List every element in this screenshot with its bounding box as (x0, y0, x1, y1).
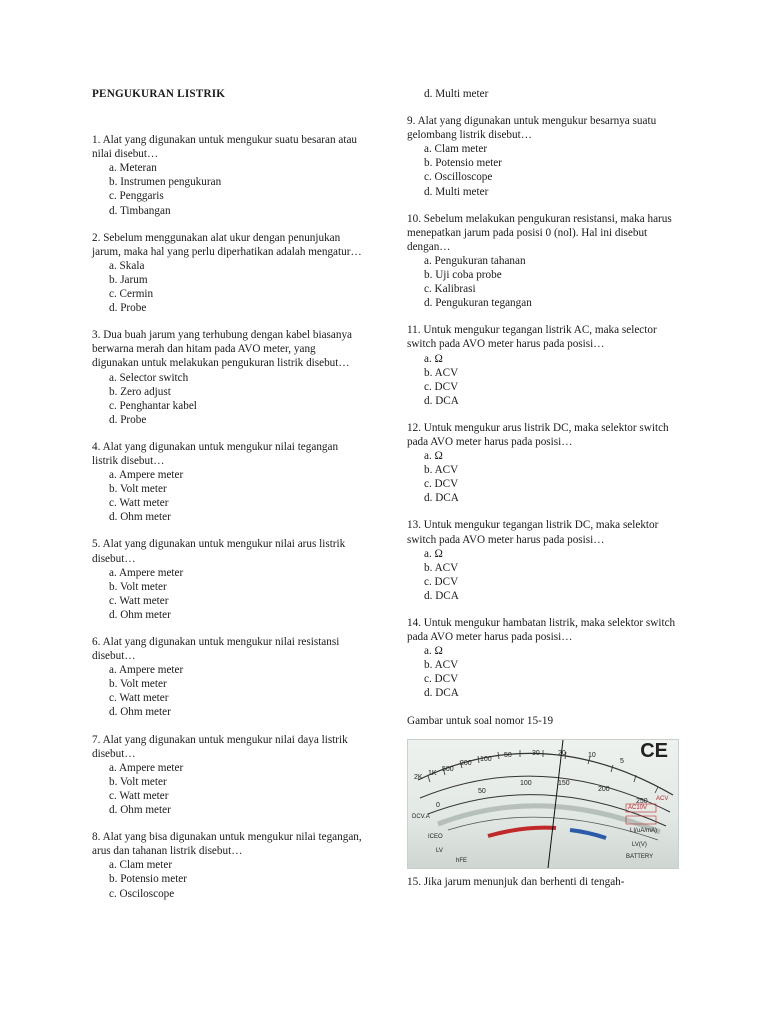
option: d. DCA (424, 492, 459, 505)
option-list (407, 644, 679, 700)
option: c. Penggaris (109, 190, 164, 203)
question-text: 11. Untuk mengukur tegangan listrik AC, maka selector switch pada AVO meter harus pada posisi… (407, 324, 657, 351)
scale-number-top: 500 (442, 765, 454, 773)
question-text: 5. Alat yang digunakan untuk mengukur nilai arus listrik disebut… (92, 538, 346, 565)
scale-number-mid: 0 (436, 801, 440, 809)
option: a. Selector switch (109, 371, 189, 384)
option: c. Watt meter (109, 497, 169, 510)
option: c. Kalibrasi (424, 283, 476, 296)
image-caption: Gambar untuk soal nomor 15-19 (407, 714, 554, 727)
option: b. ACV (424, 366, 459, 379)
option: d. Timbangan (109, 204, 171, 217)
ce-mark: CE (640, 739, 668, 762)
option: c. Watt meter (109, 789, 169, 802)
question (92, 231, 362, 316)
option: c. DCV (424, 575, 459, 588)
scale-number-top: 50 (504, 751, 512, 759)
label-lv: LV (436, 847, 443, 854)
label-li: LI(uA/mA) (630, 827, 658, 834)
question-text: 8. Alat yang bisa digunakan untuk mengukur nilai tegangan, arus dan tahanan listrik disebut… (92, 831, 362, 858)
label-hfe: hFE (456, 857, 468, 864)
option: c. DCV (424, 673, 459, 686)
question (407, 421, 679, 506)
question (407, 114, 679, 199)
option: a. Clam meter (109, 859, 173, 872)
option: b. ACV (424, 464, 459, 477)
option: a. Ampere meter (109, 761, 184, 774)
question-text: 3. Dua buah jarum yang terhubung dengan kabel biasanya berwarna merah dan hitam pada AVO meter, yang digunakan untuk melakukan pengukuran listrik disebut… (92, 329, 353, 370)
option: b. Volt meter (109, 775, 167, 788)
question (407, 323, 679, 408)
option: b. ACV (424, 561, 459, 574)
option: c. Watt meter (109, 692, 169, 705)
question (407, 616, 679, 701)
label-lvv: LV(V) (632, 841, 647, 848)
question (92, 537, 362, 622)
label-battery: BATTERY (626, 853, 654, 860)
scale-number-top: 5 (620, 757, 624, 765)
label-ac10v: AC10V (628, 804, 648, 811)
question-text: 13. Untuk mengukur tegangan listrik DC, maka selektor switch pada AVO meter harus pada posisi… (407, 519, 659, 546)
question (92, 733, 362, 818)
option: a. Clam meter (424, 143, 488, 156)
avo-meter-image (407, 739, 679, 869)
label-dcv-a: DCV.A (412, 813, 430, 820)
label-acv: ACV (656, 795, 669, 802)
question-text: 2. Sebelum menggunakan alat ukur dengan penunjukan jarum, maka hal yang perlu diperhatikan adalah mengatur… (92, 231, 362, 258)
scale-number-mid: 150 (558, 779, 570, 787)
label-iceo: ICEO (428, 833, 443, 840)
question (92, 830, 362, 900)
option: a. Ω (424, 450, 443, 463)
option-list (407, 142, 679, 198)
option: d. DCA (424, 589, 459, 602)
option: b. Volt meter (109, 483, 167, 496)
option-list (407, 352, 679, 408)
option: a. Skala (109, 259, 145, 272)
question (92, 440, 362, 525)
option: c. Penghantar kabel (109, 399, 197, 412)
option: a. Ampere meter (109, 664, 184, 677)
question (92, 635, 362, 720)
option: b. Potensio meter (109, 873, 187, 886)
option: c. Osciloscope (109, 887, 175, 900)
option: d. Ohm meter (109, 804, 171, 817)
question-15-partial: 15. Jika jarum menunjuk dan berhenti di tengah- (407, 875, 625, 888)
option-list (92, 663, 362, 719)
question-text: 9. Alat yang digunakan untuk mengukur besarnya suatu gelombang listrik disebut… (407, 115, 657, 142)
option: d. Multi meter (424, 88, 489, 100)
question-text: 1. Alat yang digunakan untuk mengukur suatu besaran atau nilai disebut… (92, 134, 358, 161)
option-list (92, 161, 362, 217)
option: a. Meteran (109, 162, 157, 175)
scale-number-top: 10 (588, 751, 596, 759)
option: c. Watt meter (109, 594, 169, 607)
document-title: PENGUKURAN LISTRIK (92, 88, 226, 100)
question (92, 328, 362, 427)
option: d. Ohm meter (109, 511, 171, 524)
scale-number-top: 100 (480, 755, 492, 763)
question-text: 7. Alat yang digunakan untuk mengukur nilai daya listrik disebut… (92, 733, 348, 760)
option: c. Oscilloscope (424, 171, 493, 184)
option: b. Uji coba probe (424, 269, 502, 282)
left-question-list (92, 133, 362, 901)
scale-number-top: 20 (558, 749, 566, 757)
option: a. Ω (424, 547, 443, 560)
option: b. Volt meter (109, 580, 167, 593)
option: a. Ω (424, 645, 443, 658)
scale-number-mid: 100 (520, 779, 532, 787)
scale-number-mid: 250 (636, 797, 648, 805)
right-column (407, 87, 679, 889)
option: b. ACV (424, 659, 459, 672)
question-text: 4. Alat yang digunakan untuk mengukur nilai tegangan listrik disebut… (92, 440, 339, 467)
option: d. Pengukuran tegangan (424, 297, 532, 310)
option: d. Probe (109, 302, 147, 315)
question (407, 212, 679, 311)
option: b. Instrumen pengukuran (109, 176, 222, 189)
option: c. DCV (424, 478, 459, 491)
option: c. Cermin (109, 288, 154, 301)
option-list (92, 371, 362, 427)
option: a. Ampere meter (109, 469, 184, 482)
scale-number-top: 1K (428, 769, 437, 777)
option: a. Ω (424, 352, 443, 365)
option: d. Ohm meter (109, 608, 171, 621)
option-list (407, 449, 679, 505)
question-text: 12. Untuk mengukur arus listrik DC, maka selektor switch pada AVO meter harus pada posisi… (407, 421, 669, 448)
question-text: 14. Untuk mengukur hambatan listrik, maka selektor switch pada AVO meter harus pada posisi… (407, 617, 676, 644)
scale-number-mid: 50 (478, 787, 486, 795)
option: d. Multi meter (424, 185, 489, 198)
option: d. Probe (109, 413, 147, 426)
option: b. Volt meter (109, 678, 167, 691)
option: d. Ohm meter (109, 706, 171, 719)
question (92, 133, 362, 218)
right-question-list (407, 114, 679, 700)
option-list (407, 547, 679, 603)
scale-number-top: 30 (532, 749, 540, 757)
option: d. DCA (424, 687, 459, 700)
option: b. Zero adjust (109, 385, 171, 398)
option: d. DCA (424, 394, 459, 407)
option-list (92, 468, 362, 524)
option-list (92, 259, 362, 315)
option-list (92, 858, 362, 900)
left-column (92, 87, 362, 914)
option: a. Pengukuran tahanan (424, 254, 526, 267)
option: a. Ampere meter (109, 566, 184, 579)
option: b. Jarum (109, 273, 148, 286)
option-list (92, 761, 362, 817)
option: c. DCV (424, 380, 459, 393)
question-text: 6. Alat yang digunakan untuk mengukur nilai resistansi disebut… (92, 636, 340, 663)
scale-number-top: 200 (460, 759, 472, 767)
question (407, 518, 679, 603)
question-text: 10. Sebelum melakukan pengukuran resistansi, maka harus menepatkan jarum pada posisi 0 (nol). Hal ini disebut dengan… (407, 212, 672, 253)
option-list (92, 566, 362, 622)
scale-number-mid: 200 (598, 785, 610, 793)
option-list (407, 254, 679, 310)
option: b. Potensio meter (424, 157, 502, 170)
question-8-continuation (407, 87, 679, 101)
scale-number-top: 2K (414, 773, 423, 781)
